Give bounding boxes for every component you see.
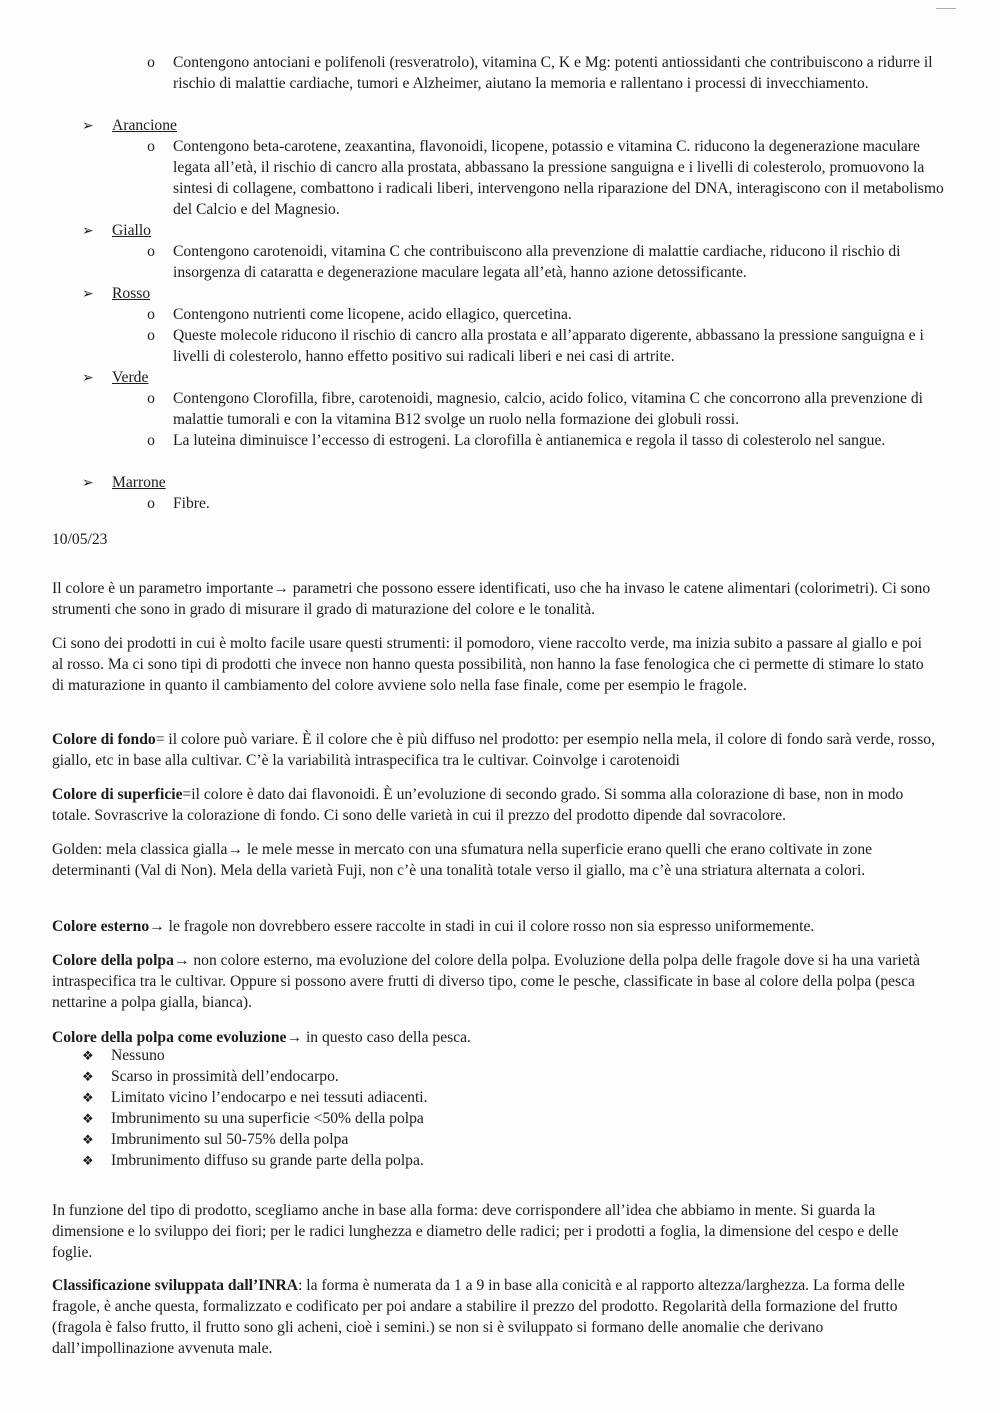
paragraph: Il colore è un parametro importante→ parametri che possono essere identificati, uso che ha invaso le catene alimentari (colorimetri). Ci sono strumenti che sono in grado di misurare il grado di maturazione del colore e le tonalità.: [52, 579, 931, 618]
hollow-bullet-icon: o: [147, 495, 155, 512]
list-item-text: Scarso in prossimità dell’endocarpo.: [111, 1068, 339, 1085]
paragraph: [52, 1027, 936, 1048]
list-item-text: Contengono nutrienti come licopene, acido ellagico, quercetina.: [173, 306, 572, 323]
paragraph-text: : la forma è numerata da 1 a 9 in base alla conicità e al rapporto altezza/larghezza. La forma delle fragole, è anche questa, formalizzato e codificato per poi andare a stabilire il prezzo del prodotto. Regolarità della formazione del frutto (fragola è falso frutto, il frutto sono gli acheni, cioè i semini.) se non si è sviluppato si formano delle anomalie che derivano dall’impollinazione avvenuta male.: [52, 1276, 905, 1357]
list-item-text: Fibre.: [173, 495, 210, 512]
list-item-text: Limitato vicino l’endocarpo e nei tessuti adiacenti.: [111, 1089, 428, 1106]
list-item-text: Contengono antociani e polifenoli (resveratrolo), vitamina C, K e Mg: potenti antiossidanti che contribuiscono a ridurre il rischio di malattie cardiache, tumori e Alzheimer, aiutano la memoria e rallentano i processi di invecchiamento.: [173, 54, 933, 92]
paragraph-text: le fragole non dovrebbero essere raccolte in stadi in cui il colore rosso non sia espresso uniformemente.: [164, 917, 815, 935]
heading-label: Arancione: [112, 117, 177, 134]
list-item-text: Imbrunimento sul 50-75% della polpa: [111, 1131, 349, 1148]
hollow-bullet-icon: o: [147, 306, 155, 323]
color-heading-giallo: [82, 220, 151, 242]
term-bold: Colore esterno→: [52, 917, 165, 935]
diamond-bullet-icon: ❖: [82, 1048, 94, 1063]
paragraph: [52, 916, 936, 937]
diamond-bullet-icon: ❖: [82, 1090, 94, 1105]
term-bold: Colore di fondo: [52, 730, 156, 748]
heading-label: Verde: [112, 369, 149, 386]
diamond-bullet-icon: ❖: [82, 1111, 94, 1126]
list-item: [82, 1087, 428, 1108]
heading-label: Marrone: [112, 474, 166, 491]
paragraph-text: = il colore può variare. È il colore che è più diffuso nel prodotto: per esempio nella mela, il colore di fondo sarà verde, rosso, giallo, etc in base alla cultivar. C’è la variabilità intraspecifica tra le cultivar. Coinvolge i carotenoidi: [52, 730, 935, 769]
term-bold: Colore della polpa come evoluzione→: [52, 1028, 303, 1046]
list-item: [82, 1129, 348, 1150]
paragraph-text: non colore esterno, ma evoluzione del colore della polpa. Evoluzione della polpa delle fragole dove si ha una varietà intraspecifica tra le cultivar. Oppure si possono avere frutti di diverso tipo, come le pesche, classificate in base al colore della polpa (pesca nettarine a polpa gialla, bianca).: [52, 951, 920, 1011]
heading-label: Rosso: [112, 285, 151, 302]
heading-label: Giallo: [112, 222, 151, 239]
list-item-text: Contengono beta-carotene, zeaxantina, flavonoidi, licopene, potassio e vitamina C. riducono la degenerazione maculare legata all’età, il rischio di cancro alla prostata, abbassano la pressione sanguigna e i livelli di colesterolo, promuovono la sintesi di collagene, combattono i radicali liberi, intervengono nella riparazione del DNA, interagiscono con il metabolismo del Calcio e del Magnesio.: [173, 138, 944, 218]
paragraph: Ci sono dei prodotti in cui è molto facile usare questi strumenti: il pomodoro, viene raccolto verde, ma inizia subito a passare al giallo e poi al rosso. Ma ci sono tipi di prodotti che invece non hanno questa possibilità, non hanno la fase fenologica che ci permette di stimare lo stato di maturazione in quanto il cambiamento del colore avviene solo nella fase finale, come per esempio le fragole.: [52, 634, 924, 694]
list-item-text: Imbrunimento diffuso su grande parte della polpa.: [111, 1152, 424, 1169]
paragraph: Golden: mela classica gialla→ le mele messe in mercato con una sfumatura nella superficie erano quelli che erano coltivate in zone determinanti (Val di Non). Mela della varietà Fuji, non c’è una tonalità totale verso il giallo, ma c’è una striatura alternata a colori.: [52, 840, 873, 879]
arrow-bullet-icon: ➢: [82, 371, 94, 386]
paragraph: [52, 1275, 936, 1359]
arrow-bullet-icon: ➢: [82, 119, 94, 134]
hollow-bullet-icon: o: [147, 54, 155, 71]
hollow-bullet-icon: o: [147, 390, 155, 407]
lesson-date: 10/05/23: [52, 531, 108, 548]
color-heading-marrone: [82, 472, 166, 494]
paragraph: In funzione del tipo di prodotto, scegliamo anche in base alla forma: deve corrispondere all’idea che abbiamo in mente. Si guarda la dimensione e lo sviluppo dei fiori; per le radici lunghezza e diametro delle radici; per i prodotti a foglia, la dimensione del cespo e delle foglie.: [52, 1201, 899, 1261]
term-bold: Colore della polpa→: [52, 951, 190, 969]
list-item: [82, 1108, 424, 1129]
list-item: [82, 1150, 424, 1171]
list-item-text: Queste molecole riducono il rischio di cancro alla prostata e all’apparato digerente, abbassano la pressione sanguigna e i livelli di colesterolo, hanno effetto positivo sui radicali liberi e nei casi di artrite.: [173, 327, 924, 365]
hollow-bullet-icon: o: [147, 243, 155, 260]
list-item-text: La luteina diminuisce l’eccesso di estrogeni. La clorofilla è antianemica e regola il tasso di colesterolo nel sangue.: [173, 432, 886, 449]
paragraph: [52, 784, 936, 826]
hollow-bullet-icon: o: [147, 138, 155, 155]
arrow-bullet-icon: ➢: [82, 224, 94, 239]
color-heading-arancione: [82, 115, 177, 137]
term-bold: Classificazione sviluppata dall’INRA: [52, 1276, 299, 1294]
list-item: [82, 1045, 165, 1066]
list-item-text: Contengono Clorofilla, fibre, carotenoidi, magnesio, calcio, acido folico, vitamina C che concorrono alla prevenzione di malattie tumorali e con la vitamina B12 svolge un ruolo nella formazione dei globuli rossi.: [173, 390, 923, 428]
color-heading-verde: [82, 367, 148, 389]
arrow-bullet-icon: ➢: [82, 476, 94, 491]
hollow-bullet-icon: o: [147, 432, 155, 449]
list-item-text: Imbrunimento su una superficie <50% della polpa: [111, 1110, 424, 1127]
diamond-bullet-icon: ❖: [82, 1069, 94, 1084]
paragraph-text: =il colore è dato dai flavonoidi. È un’evoluzione di secondo grado. Si somma alla colorazione di base, non in modo totale. Sovrascrive la colorazione di fondo. Ci sono delle varietà in cui il prezzo del prodotto dipende dal sovracolore.: [52, 785, 904, 824]
paragraph: [52, 950, 936, 1013]
scan-mark: [936, 8, 956, 9]
hollow-bullet-icon: o: [147, 327, 155, 344]
arrow-bullet-icon: ➢: [82, 287, 94, 302]
diamond-bullet-icon: ❖: [82, 1153, 94, 1168]
paragraph: [52, 729, 936, 771]
term-bold: Colore di superficie: [52, 785, 183, 803]
color-heading-rosso: [82, 283, 150, 305]
diamond-bullet-icon: ❖: [82, 1132, 94, 1147]
list-item: [82, 1066, 339, 1087]
paragraph-text: in questo caso della pesca.: [302, 1028, 471, 1046]
list-item-text: Nessuno: [111, 1047, 165, 1064]
list-item-text: Contengono carotenoidi, vitamina C che contribuiscono alla prevenzione di malattie cardiache, riducono il rischio di insorgenza di cataratta e degenerazione maculare legata all’età, hanno azione detossificante.: [173, 243, 901, 281]
